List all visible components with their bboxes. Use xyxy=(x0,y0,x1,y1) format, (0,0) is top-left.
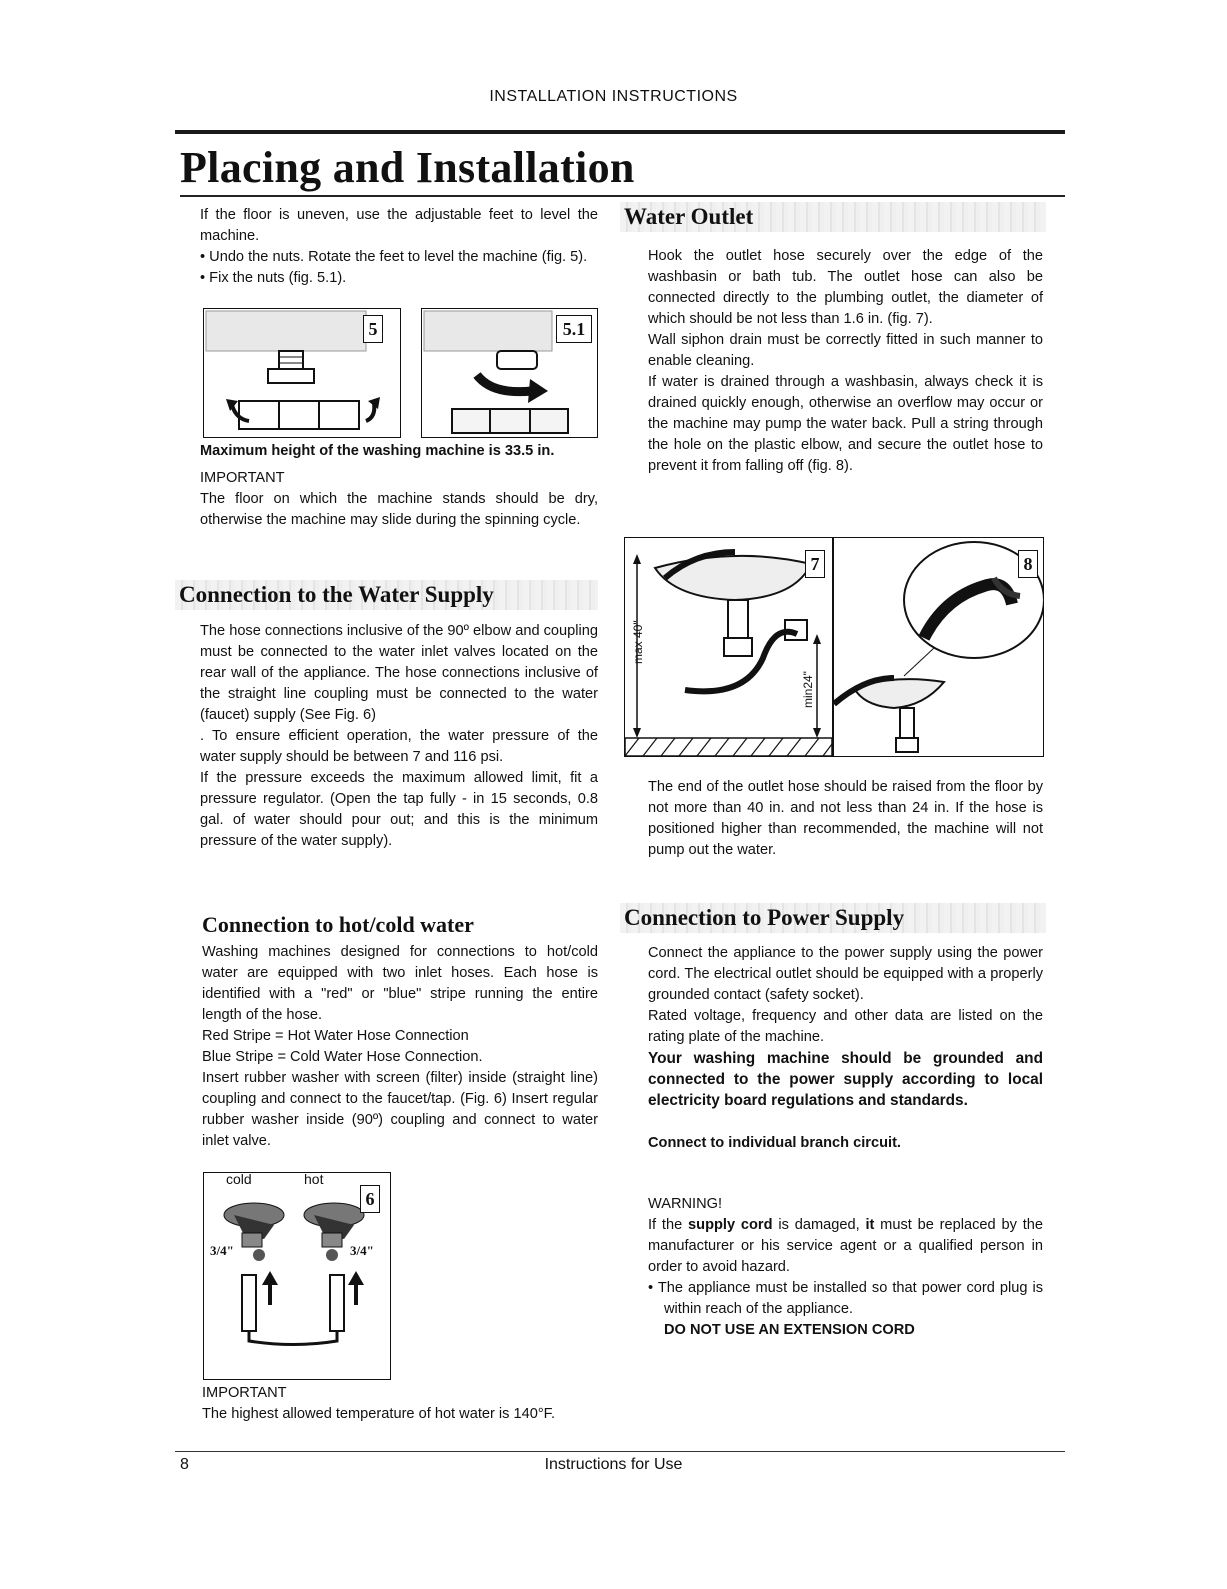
figure-6-size-right: 3/4" xyxy=(350,1243,374,1258)
outlet-p2: Wall siphon drain must be correctly fitted in such manner to enable cleaning. xyxy=(648,332,1043,369)
figure-7-label: 7 xyxy=(805,550,825,578)
water-outlet-section xyxy=(648,246,1043,477)
page-title: Placing and Installation xyxy=(180,143,635,192)
cold-valve-shape xyxy=(224,1203,284,1247)
hotcold-blue-stripe: Blue Stripe = Cold Water Hose Connection. xyxy=(202,1049,483,1065)
figure-7 xyxy=(624,537,833,757)
important2-label: IMPORTANT xyxy=(202,1385,287,1401)
water-outlet-heading-bar xyxy=(620,202,1046,232)
outlet-height-section xyxy=(648,777,1043,861)
figure-7-max-label: max 40" xyxy=(631,620,645,664)
hot-water-important-section xyxy=(202,1383,600,1425)
outlet-p4: The end of the outlet hose should be raised from the floor by not more than 40 in. and not less than 24 in. If the hose is positioned higher than recommended, the machine will not pump out the water. xyxy=(648,779,1043,858)
water-supply-section xyxy=(200,621,598,852)
outlet-hook-illustration xyxy=(834,538,1043,756)
figure-8-label: 8 xyxy=(1018,550,1038,578)
hotcold-p1: Washing machines designed for connections to hot/cold water are equipped with two inlet hoses. Each hose is identified with a "red" or "blue" stripe running the entire length of the hose. xyxy=(202,944,598,1023)
warning-label: WARNING! xyxy=(648,1196,723,1212)
power-supply-heading: Connection to Power Supply xyxy=(624,905,905,930)
footer-rule xyxy=(175,1451,1065,1452)
running-header: INSTALLATION INSTRUCTIONS xyxy=(489,88,738,105)
water-supply-heading-bar xyxy=(175,580,598,610)
warning-text xyxy=(648,1215,1043,1278)
height-important-section xyxy=(200,441,598,531)
outlet-p3: If water is drained through a washbasin, always check it is drained quickly enough, otherwise an overflow may occur or the machine may pump the water back. Pull a string through the hole on the plastic elbow, and secure the outlet hose to prevent it from falling off (fig. 8). xyxy=(648,374,1043,474)
figure-5-1-label: 5.1 xyxy=(556,315,592,343)
figure-5 xyxy=(203,308,401,438)
power-supply-heading-bar xyxy=(620,903,1046,933)
figure-7-min-label: min24" xyxy=(801,671,815,708)
figure-8 xyxy=(833,537,1044,757)
max-height-note: Maximum height of the washing machine is 33.5 in. xyxy=(200,443,555,459)
hotcold-heading: Connection to hot/cold water xyxy=(202,912,474,937)
footer-title: Instructions for Use xyxy=(544,1456,683,1473)
outlet-p1: Hook the outlet hose securely over the edge of the washbasin or bath tub. The outlet hose can also be connected directly to the plumbing outlet, the diameter of which should be not less than 1.6 in. (fig. 7). xyxy=(648,248,1043,327)
figure-5-label: 5 xyxy=(363,315,383,343)
hotcold-section xyxy=(202,942,598,1152)
warning-it: it xyxy=(865,1217,875,1233)
figure-6-label: 6 xyxy=(360,1185,380,1213)
no-extension-cord: DO NOT USE AN EXTENSION CORD xyxy=(664,1322,915,1338)
important-label: IMPORTANT xyxy=(200,470,285,486)
water-supply-p1: The hose connections inclusive of the 90º elbow and coupling must be connected to the water inlet valves located on the rear wall of the appliance. The hose connections inclusive of the straight line coupling must be connected to the water (faucet) supply (See Fig. 6) xyxy=(200,623,599,723)
leveling-section xyxy=(200,205,598,289)
figure-6-cold-label: cold xyxy=(226,1171,252,1187)
power-grounding-note: Your washing machine should be grounded and connected to the power supply according to local electricity board regulations and standards. xyxy=(648,1050,1043,1109)
outlet-height-illustration xyxy=(625,538,832,756)
warning-supply-cord: supply cord xyxy=(688,1217,773,1233)
figure-6-size-left: 3/4" xyxy=(210,1243,234,1258)
water-supply-p2: . To ensure efficient operation, the water pressure of the water supply should be between 7 and 116 psi. xyxy=(200,728,598,765)
hotcold-red-stripe: Red Stripe = Hot Water Hose Connection xyxy=(202,1028,469,1044)
warning-mid: is damaged, xyxy=(772,1217,866,1233)
leveling-intro: If the floor is uneven, use the adjustable feet to level the machine. xyxy=(200,207,598,244)
important2-text: The highest allowed temperature of hot water is 140°F. xyxy=(202,1406,556,1422)
water-supply-heading: Connection to the Water Supply xyxy=(179,582,494,607)
leveling-bullet-2: • Fix the nuts (fig. 5.1). xyxy=(200,270,347,286)
figure-5-1 xyxy=(421,308,598,438)
water-supply-p3: If the pressure exceeds the maximum allowed limit, fit a pressure regulator. (Open the tap fully - in 15 seconds, 0.8 gal. of water should pour out; and this is the minimum pressure of the water supply). xyxy=(200,770,598,849)
leveling-bullet-1: • Undo the nuts. Rotate the feet to level the machine (fig. 5). xyxy=(200,249,588,265)
figure-6 xyxy=(203,1172,391,1380)
title-rule xyxy=(180,195,1065,197)
figure-6-hot-label: hot xyxy=(304,1171,324,1187)
header-rule xyxy=(175,130,1065,134)
page-number: 8 xyxy=(180,1456,189,1473)
warning-pre: If the xyxy=(648,1217,689,1233)
warning-post: must be replaced by the manufacturer or his service agent or a qualified person in order to avoid hazard. xyxy=(648,1217,1043,1275)
hot-valve-shape xyxy=(304,1203,364,1247)
water-outlet-heading: Water Outlet xyxy=(624,204,754,229)
plug-bullet: • The appliance must be installed so that power cord plug is within reach of the appliance. xyxy=(648,1280,1043,1317)
power-p1: Connect the appliance to the power supply using the power cord. The electrical outlet should be equipped with a properly grounded contact (safety socket). xyxy=(648,945,1043,1003)
power-p2: Rated voltage, frequency and other data are listed on the rating plate of the machine. xyxy=(648,1008,1043,1045)
hotcold-p2: Insert rubber washer with screen (filter) inside (straight line) coupling and connect to the faucet/tap. (Fig. 6) Insert regular rubber washer inside (90º) coupling and connect to water inlet valve. xyxy=(202,1070,598,1149)
power-supply-section xyxy=(648,943,1043,1341)
branch-circuit-note: Connect to individual branch circuit. xyxy=(648,1135,901,1151)
important-floor-text: The floor on which the machine stands should be dry, otherwise the machine may slide during the spinning cycle. xyxy=(200,491,598,528)
